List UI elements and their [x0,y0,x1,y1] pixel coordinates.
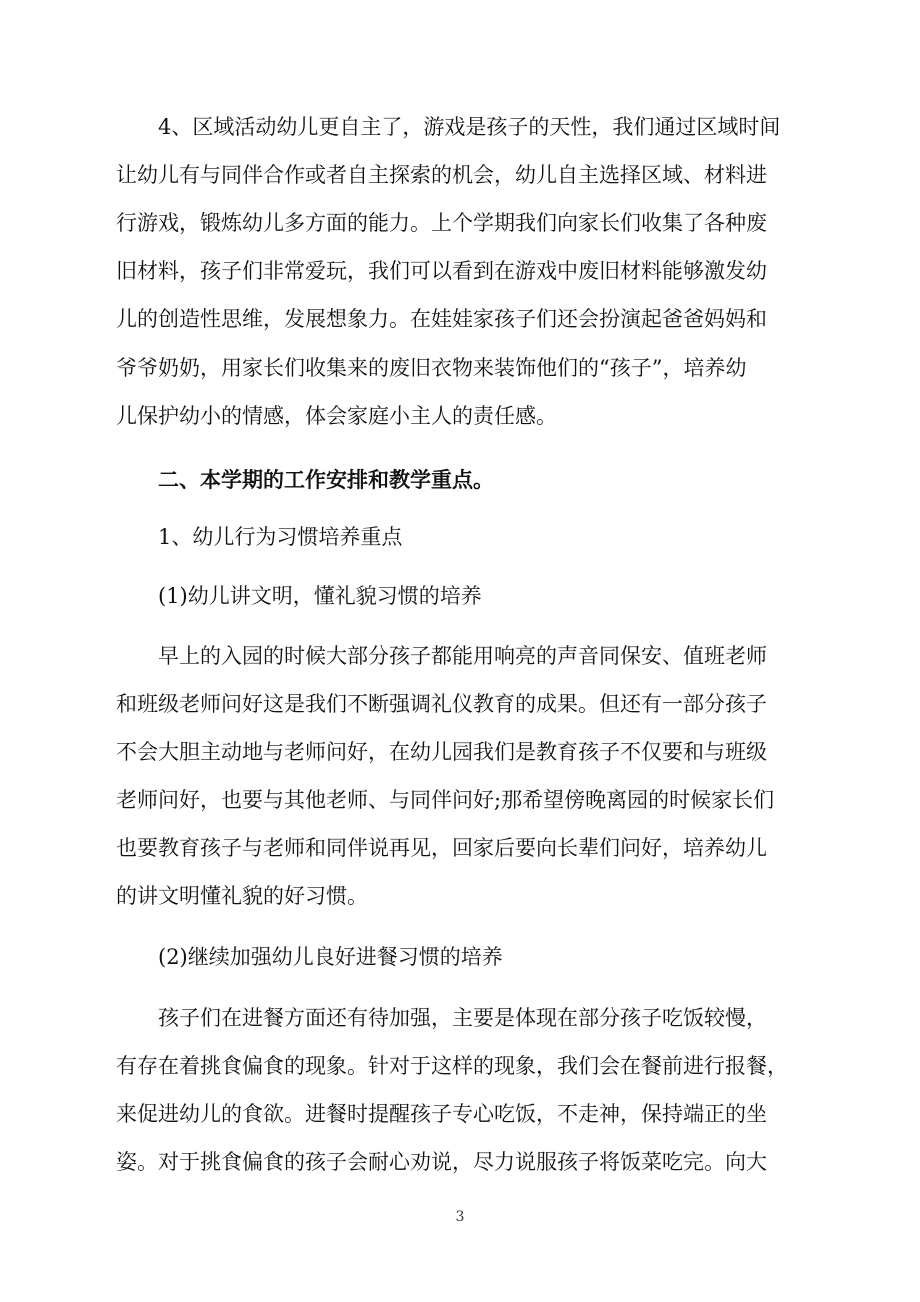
paragraph-line: 的讲文明懂礼貌的好习惯。 [116,884,368,908]
paragraph-line: 旧材料，孩子们非常爱玩，我们可以看到在游戏中废旧材料能够激发幼 [116,259,767,283]
subheading-dining-habits: (2)继续加强幼儿良好进餐习惯的培养 [158,945,503,969]
paragraph-line: 有存在着挑食偏食的现象。针对于这样的现象，我们会在餐前进行报餐， [116,1054,788,1078]
paragraph-line: 行游戏，锻炼幼儿多方面的能力。上个学期我们向家长们收集了各种废 [116,211,767,235]
paragraph-line: 孩子们在进餐方面还有待加强，主要是体现在部分孩子吃饭较慢， [158,1006,767,1030]
paragraph-line: 姿。对于挑食偏食的孩子会耐心劝说，尽力说服孩子将饭菜吃完。向大 [116,1150,767,1174]
paragraph-line: 也要教育孩子与老师和同伴说再见，回家后要向长辈们问好，培养幼儿 [116,836,767,860]
paragraph-line: 老师问好，也要与其他老师、与同伴问好;那希望傍晚离园的时候家长们 [116,788,775,812]
paragraph-line: 儿保护幼小的情感，体会家庭小主人的责任感。 [116,404,557,428]
paragraph-line: 爷爷奶奶，用家长们收集来的废旧衣物来装饰他们的“孩子”，培养幼 [116,356,747,380]
paragraph-line: 4、区域活动幼儿更自主了，游戏是孩子的天性，我们通过区域时间 [158,115,781,139]
section-heading: 二、本学期的工作安排和教学重点。 [158,467,494,492]
paragraph-line: 不会大胆主动地与老师问好，在幼儿园我们是教育孩子不仅要和与班级 [116,740,767,764]
paragraph-line: 早上的入园的时候大部分孩子都能用响亮的声音同保安、值班老师 [158,644,767,668]
paragraph-line: 和班级老师问好这是我们不断强调礼仪教育的成果。但还有一部分孩子 [116,692,767,716]
paragraph-line: 来促进幼儿的食欲。进餐时提醒孩子专心吃饭，不走神，保持端正的坐 [116,1102,767,1126]
subheading-behavior-habits: 1、幼儿行为习惯培养重点 [158,525,403,549]
paragraph-line: 儿的创造性思维，发展想象力。在娃娃家孩子们还会扮演起爸爸妈妈和 [116,307,767,331]
page-number: 3 [455,1209,465,1225]
subheading-manners: (1)幼儿讲文明，懂礼貌习惯的培养 [158,584,482,608]
paragraph-line: 让幼儿有与同伴合作或者自主探索的机会，幼儿自主选择区域、材料进 [116,163,767,187]
